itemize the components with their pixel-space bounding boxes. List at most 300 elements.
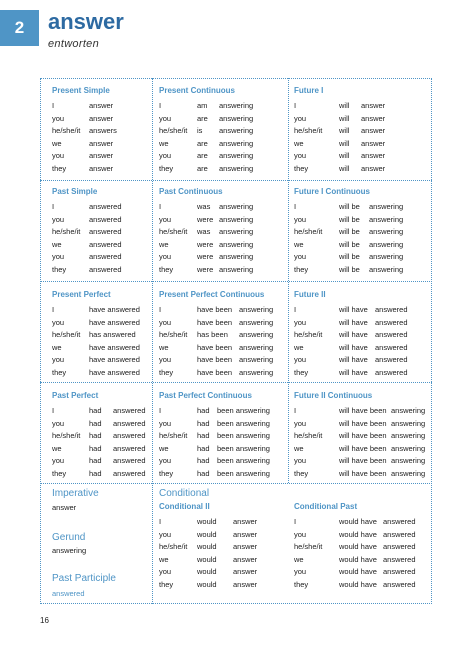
verb-form: have answered <box>89 342 140 352</box>
verb-form: were <box>197 264 214 274</box>
verb-form: answering <box>239 367 274 377</box>
future-i-continuous-title: Future I Continuous <box>294 187 370 196</box>
verb-form: will have <box>339 305 368 314</box>
verb-form: is <box>197 126 203 135</box>
verb-form: had <box>197 418 210 428</box>
verb-form: answered <box>383 554 416 564</box>
verb-form: will have been <box>339 468 387 478</box>
verb-form: has been <box>197 330 228 339</box>
verb-form: answered <box>113 418 146 428</box>
pronoun: you <box>159 567 172 576</box>
verb-form: had <box>89 443 102 453</box>
verb-form: answered <box>375 342 408 352</box>
verb-form: answering <box>239 317 274 327</box>
pronoun: we <box>294 342 304 352</box>
verb-form: had <box>197 443 210 453</box>
verb-form: have answered <box>89 317 140 327</box>
verb-form: will be <box>339 252 360 261</box>
conjugation-row <box>52 163 149 176</box>
pronoun: he/she/it <box>52 431 81 440</box>
conjugation-row <box>52 150 149 163</box>
present-continuous-title: Present Continuous <box>159 86 236 95</box>
conjugation-row <box>294 100 421 113</box>
conjugation-row <box>52 264 149 277</box>
verb-form: answered <box>113 406 146 415</box>
verb-form: will <box>339 151 350 160</box>
pronoun: you <box>294 317 307 327</box>
imperative-title: Imperative <box>52 488 99 499</box>
pronoun: he/she/it <box>159 542 188 551</box>
verb-form: had <box>197 456 210 465</box>
conjugation-row <box>159 125 279 138</box>
verb-form: have answered <box>89 367 140 377</box>
present-perfect-continuous-forms <box>159 304 299 379</box>
conjugation-row <box>294 529 433 542</box>
verb-form: will <box>339 163 350 173</box>
pronoun: they <box>294 163 309 173</box>
verb-form: answered <box>89 264 122 274</box>
verb-form: answering <box>219 239 254 249</box>
verb-form: answered <box>113 443 146 453</box>
verb-form: been answering <box>217 431 270 440</box>
conjugation-row <box>294 138 421 151</box>
verb-form: had <box>89 431 102 440</box>
verb-form: had <box>89 456 102 465</box>
verb-form: answering <box>219 101 254 110</box>
verb-form: answered <box>89 214 122 224</box>
verb-form: answered <box>375 305 408 314</box>
verb-form: answered <box>375 330 408 339</box>
conjugation-row <box>52 113 149 126</box>
pronoun: you <box>159 151 172 160</box>
pronoun: you <box>52 113 65 123</box>
pronoun: they <box>294 468 309 478</box>
verb-title: answer <box>48 9 124 34</box>
conjugation-row <box>52 367 151 380</box>
verb-form: answering <box>219 113 254 123</box>
verb-form: answer <box>89 113 114 123</box>
verb-form: have answered <box>89 305 140 314</box>
pronoun: he/she/it <box>52 330 81 339</box>
conditional-past-forms <box>294 516 433 591</box>
verb-form: answered <box>383 567 416 576</box>
pronoun: you <box>159 418 172 428</box>
verb-form: will have been <box>339 431 387 440</box>
verb-form: answer <box>233 517 258 526</box>
future-ii-continuous-title: Future II Continuous <box>294 391 373 400</box>
pronoun: you <box>294 214 307 224</box>
pronoun: you <box>159 456 172 465</box>
verb-form: been answering <box>217 456 270 465</box>
verb-form: answer <box>361 113 386 123</box>
conjugation-row <box>294 150 421 163</box>
conjugation-row <box>52 214 149 227</box>
pronoun: I <box>159 101 162 110</box>
pronoun: we <box>159 342 169 352</box>
verb-form: answered <box>375 367 408 377</box>
verb-form: was <box>197 227 211 236</box>
conjugation-row <box>294 226 429 239</box>
verb-form: had <box>89 406 102 415</box>
pronoun: I <box>159 406 162 415</box>
conjugation-row <box>294 125 421 138</box>
verb-form: have been <box>197 342 233 352</box>
conjugation-row <box>294 342 425 355</box>
verb-form: would <box>197 517 217 526</box>
verb-form: answered <box>89 239 122 249</box>
verb-form: would have <box>339 579 377 589</box>
verb-form: answering <box>369 202 404 211</box>
verb-form: answer <box>361 138 386 148</box>
conjugation-row <box>159 554 283 567</box>
past-perfect-continuous-title: Past Perfect Continuous <box>159 391 252 400</box>
conjugation-row <box>294 579 433 592</box>
conjugation-row <box>294 405 441 418</box>
pronoun: you <box>159 214 172 224</box>
verb-form: are <box>197 163 208 173</box>
present-simple-title: Present Simple <box>52 86 110 95</box>
conjugation-row <box>159 100 279 113</box>
verb-form: were <box>197 239 214 249</box>
verb-form: have been <box>197 367 233 377</box>
conjugation-row <box>52 226 149 239</box>
conjugation-row <box>159 516 283 529</box>
verb-form: answering <box>219 264 254 274</box>
conjugation-row <box>294 264 429 277</box>
pronoun: you <box>52 317 65 327</box>
verb-form: were <box>197 214 214 224</box>
pronoun: we <box>294 138 304 148</box>
verb-form: would <box>197 567 217 576</box>
future-i-title: Future I <box>294 86 324 95</box>
pronoun: you <box>159 252 172 261</box>
verb-form: answer <box>233 567 258 576</box>
verb-form: answering <box>391 443 426 453</box>
verb-form: answered <box>113 456 146 465</box>
verb-form: answering <box>391 468 426 478</box>
pronoun: you <box>52 355 65 364</box>
pronoun: they <box>52 264 67 274</box>
conjugation-row <box>294 201 429 214</box>
pronoun: we <box>159 138 169 148</box>
conjugation-row <box>294 163 421 176</box>
row-divider <box>40 180 432 181</box>
verb-form: answer <box>233 529 258 539</box>
pronoun: you <box>294 567 307 576</box>
pronoun: you <box>159 355 172 364</box>
past-perfect-title: Past Perfect <box>52 391 99 400</box>
conjugation-row <box>159 226 279 239</box>
conjugation-row <box>159 329 299 342</box>
pronoun: they <box>294 579 309 589</box>
verb-form: answering <box>369 227 404 236</box>
verb-form: answering <box>391 406 426 415</box>
verb-form: would have <box>339 567 377 576</box>
conjugation-row <box>159 455 287 468</box>
conjugation-row <box>52 468 153 481</box>
conjugation-row <box>294 251 429 264</box>
past-simple-forms <box>52 201 149 276</box>
conjugation-row <box>52 125 149 138</box>
verb-form: answer <box>361 126 386 135</box>
pronoun: I <box>52 406 55 415</box>
verb-form: will have <box>339 355 368 364</box>
verb-form: answering <box>219 126 254 135</box>
chapter-badge: 2 <box>0 10 39 46</box>
conditional-ii-title: Conditional II <box>159 502 210 511</box>
verb-form: had <box>197 406 210 415</box>
pronoun: you <box>294 113 307 123</box>
conjugation-row <box>159 541 283 554</box>
conjugation-row <box>159 239 279 252</box>
verb-form: will have been <box>339 456 387 465</box>
pronoun: he/she/it <box>159 330 188 339</box>
verb-form: will be <box>339 264 360 274</box>
verb-form: answering <box>239 342 274 352</box>
verb-form: answering <box>219 163 254 173</box>
verb-form: answering <box>219 227 254 236</box>
verb-form: have been <box>197 355 233 364</box>
conjugation-row <box>294 430 441 443</box>
verb-form: answer <box>89 151 114 160</box>
verb-form: would <box>197 542 217 551</box>
conjugation-row <box>159 367 299 380</box>
pronoun: they <box>52 468 67 478</box>
conjugation-row <box>52 138 149 151</box>
pronoun: you <box>52 214 65 224</box>
future-ii-continuous-forms <box>294 405 441 480</box>
pronoun: you <box>294 456 307 465</box>
verb-form: answer <box>361 151 386 160</box>
verb-form: answered <box>89 227 122 236</box>
verb-form: will have been <box>339 406 387 415</box>
conjugation-row <box>159 163 279 176</box>
gerund-value: answering <box>52 546 87 555</box>
pronoun: we <box>159 443 169 453</box>
verb-form: would <box>197 554 217 564</box>
pronoun: they <box>294 264 309 274</box>
pronoun: we <box>52 138 62 148</box>
verb-form: have been <box>197 305 233 314</box>
gerund-title: Gerund <box>52 532 86 543</box>
pronoun: you <box>52 456 65 465</box>
conjugation-row <box>52 304 151 317</box>
pronoun: he/she/it <box>52 126 81 135</box>
page-number: 16 <box>40 616 49 625</box>
pronoun: he/she/it <box>294 330 323 339</box>
conjugation-row <box>52 251 149 264</box>
conjugation-row <box>159 264 279 277</box>
verb-form: answering <box>369 214 404 224</box>
verb-form: would <box>197 529 217 539</box>
conjugation-row <box>159 418 287 431</box>
verb-form: answer <box>89 138 114 148</box>
pronoun: he/she/it <box>294 126 323 135</box>
pronoun: they <box>159 468 174 478</box>
conjugation-row <box>294 329 425 342</box>
pronoun: he/she/it <box>52 227 81 236</box>
pronoun: I <box>159 305 162 314</box>
conjugation-row <box>159 150 279 163</box>
pronoun: I <box>52 101 55 110</box>
pronoun: they <box>159 163 174 173</box>
verb-form: will be <box>339 214 360 224</box>
pronoun: they <box>159 264 174 274</box>
future-ii-title: Future II <box>294 290 326 299</box>
pronoun: we <box>159 554 169 564</box>
conjugation-row <box>294 455 441 468</box>
past-continuous-forms <box>159 201 279 276</box>
pronoun: we <box>159 239 169 249</box>
pronoun: you <box>294 418 307 428</box>
pronoun: he/she/it <box>294 227 323 236</box>
verb-form: been answering <box>217 443 270 453</box>
conjugation-row <box>159 354 299 367</box>
present-perfect-title: Present Perfect <box>52 290 111 299</box>
verb-form: answering <box>239 305 274 314</box>
conjugation-row <box>52 455 153 468</box>
verb-form: answered <box>383 579 416 589</box>
verb-form: will <box>339 101 350 110</box>
verb-form: were <box>197 252 214 261</box>
verb-form: answering <box>369 252 404 261</box>
verb-form: answering <box>219 138 254 148</box>
conjugation-row <box>159 579 283 592</box>
verb-form: answered <box>383 517 416 526</box>
verb-form: will <box>339 126 350 135</box>
conjugation-row <box>294 304 425 317</box>
conjugation-row <box>159 443 287 456</box>
conjugation-row <box>159 214 279 227</box>
verb-form: answer <box>361 163 386 173</box>
conjugation-row <box>294 516 433 529</box>
verb-form: will have <box>339 330 368 339</box>
verb-form: answered <box>113 468 146 478</box>
verb-form: will be <box>339 227 360 236</box>
pronoun: you <box>294 355 307 364</box>
pronoun: they <box>159 367 174 377</box>
verb-form: had <box>89 418 102 428</box>
verb-form: answer <box>233 542 258 551</box>
conjugation-row <box>52 430 153 443</box>
pronoun: I <box>159 202 162 211</box>
conjugation-row <box>52 329 151 342</box>
verb-form: answering <box>369 264 404 274</box>
conjugation-row <box>52 239 149 252</box>
future-ii-forms <box>294 304 425 379</box>
verb-form: answered <box>89 202 122 211</box>
conjugation-row <box>294 354 425 367</box>
row-divider <box>40 281 432 282</box>
conjugation-row <box>52 317 151 330</box>
pronoun: they <box>294 367 309 377</box>
pronoun: I <box>294 202 297 211</box>
verb-form: are <box>197 138 208 148</box>
pronoun: he/she/it <box>294 542 323 551</box>
verb-form: would have <box>339 517 377 526</box>
verb-form: answered <box>383 542 416 551</box>
past-participle-value: answered <box>52 589 85 598</box>
conjugation-row <box>159 317 299 330</box>
present-simple-forms <box>52 100 149 175</box>
verb-form: are <box>197 151 208 160</box>
pronoun: you <box>294 529 307 539</box>
present-perfect-continuous-title: Present Perfect Continuous <box>159 290 265 299</box>
conjugation-row <box>159 304 299 317</box>
pronoun: you <box>52 252 65 261</box>
verb-form: will have been <box>339 418 387 428</box>
pronoun: you <box>294 252 307 261</box>
pronoun: you <box>159 317 172 327</box>
pronoun: you <box>294 151 307 160</box>
verb-form: will <box>339 138 350 148</box>
conjugation-row <box>52 418 153 431</box>
conjugation-row <box>294 113 421 126</box>
verb-form: answer <box>361 101 386 110</box>
present-perfect-forms <box>52 304 151 379</box>
pronoun: they <box>52 163 67 173</box>
pronoun: he/she/it <box>159 126 188 135</box>
verb-form: have been <box>197 317 233 327</box>
verb-form: have answered <box>89 355 140 364</box>
past-simple-title: Past Simple <box>52 187 98 196</box>
conjugation-row <box>159 342 299 355</box>
row-divider <box>40 483 432 484</box>
conjugation-row <box>294 554 433 567</box>
pronoun: they <box>159 579 174 589</box>
conjugation-row <box>294 317 425 330</box>
conjugation-row <box>159 251 279 264</box>
past-perfect-continuous-forms <box>159 405 287 480</box>
future-i-forms <box>294 100 421 175</box>
pronoun: we <box>294 554 304 564</box>
conjugation-row <box>159 566 283 579</box>
pronoun: you <box>52 151 65 160</box>
conditional-title: Conditional <box>159 488 210 499</box>
verb-form: answer <box>233 579 258 589</box>
row-divider <box>40 382 432 383</box>
conjugation-row <box>159 113 279 126</box>
verb-form: am <box>197 101 208 110</box>
pronoun: I <box>294 305 297 314</box>
verb-form: answering <box>219 214 254 224</box>
verb-form: answered <box>113 431 146 440</box>
verb-translation: entworten <box>48 38 100 50</box>
verb-form: been answering <box>217 418 270 428</box>
verb-form: are <box>197 113 208 123</box>
pronoun: they <box>52 367 67 377</box>
pronoun: we <box>294 239 304 249</box>
conjugation-row <box>294 468 441 481</box>
pronoun: we <box>294 443 304 453</box>
pronoun: you <box>52 418 65 428</box>
verb-form: was <box>197 202 211 211</box>
column-divider <box>152 78 153 604</box>
pronoun: I <box>52 202 55 211</box>
conjugation-row <box>294 443 441 456</box>
verb-form: answers <box>89 126 117 135</box>
verb-form: answering <box>239 330 274 339</box>
past-continuous-title: Past Continuous <box>159 187 223 196</box>
verb-form: answered <box>375 317 408 327</box>
verb-form: will <box>339 113 350 123</box>
conjugation-row <box>294 541 433 554</box>
present-continuous-forms <box>159 100 279 175</box>
verb-form: answering <box>391 456 426 465</box>
conjugation-row <box>52 342 151 355</box>
conditional-ii-forms <box>159 516 283 591</box>
pronoun: you <box>159 529 172 539</box>
